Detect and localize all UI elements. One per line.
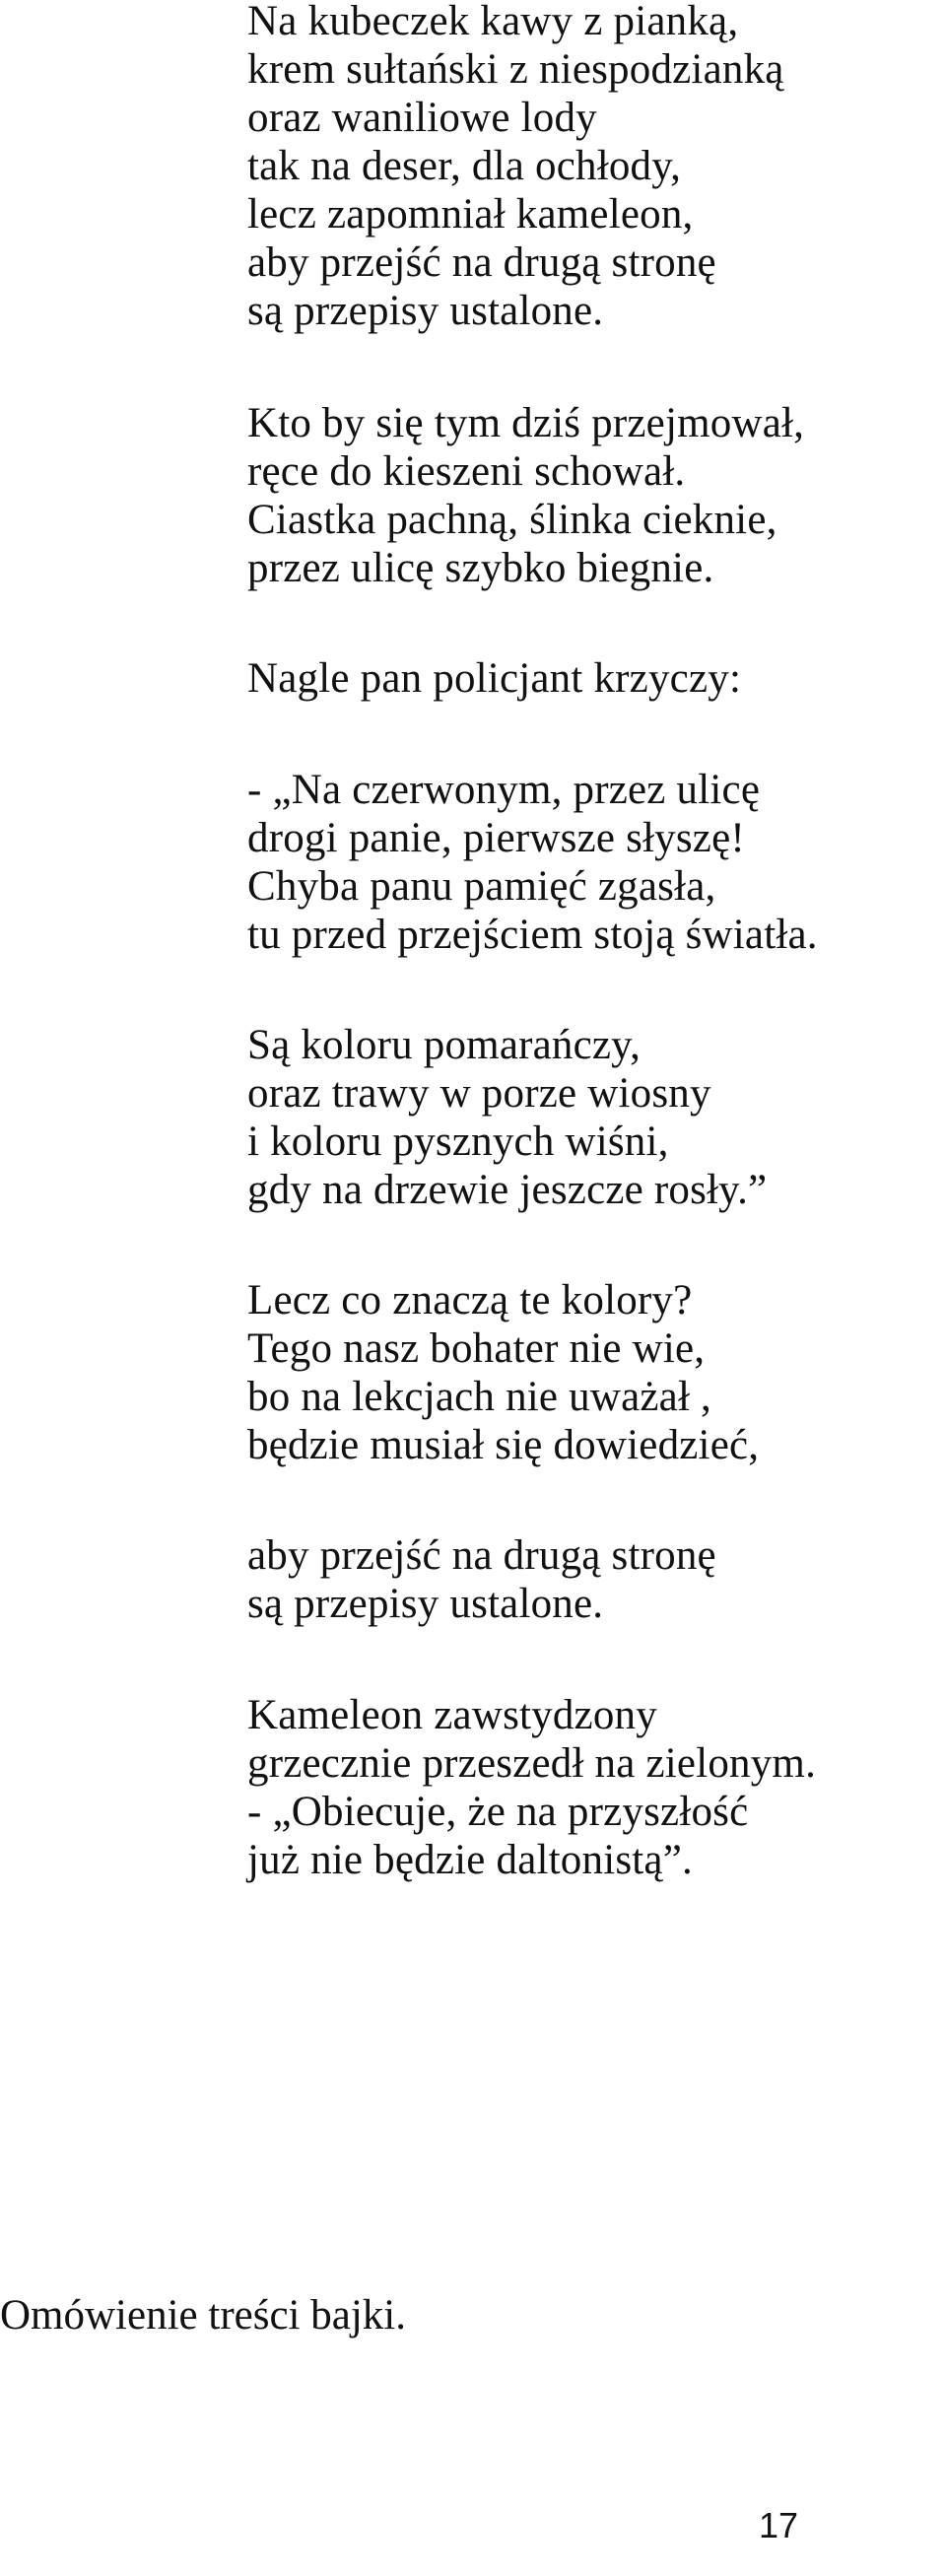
- poem-line: Tego nasz bohater nie wie,: [247, 1325, 706, 1372]
- poem-line: aby przejść na drugą stronę: [247, 239, 716, 286]
- poem-line: i koloru pysznych wiśni,: [247, 1119, 669, 1165]
- poem-line: oraz trawy w porze wiosny: [247, 1070, 711, 1117]
- poem-line: już nie będzie daltonistą”.: [247, 1837, 693, 1883]
- poem-line: Kto by się tym dziś przejmował,: [247, 400, 805, 446]
- poem-line: są przepisy ustalone.: [247, 288, 604, 334]
- poem-line: aby przejść na drugą stronę: [247, 1532, 716, 1579]
- poem-line: będzie musiał się dowiedzieć,: [247, 1422, 760, 1468]
- poem-line: Lecz co znaczą te kolory?: [247, 1277, 693, 1323]
- poem-line: tak na deser, dla ochłody,: [247, 143, 682, 189]
- poem-line: drogi panie, pierwsze słyszę!: [247, 815, 745, 861]
- poem-line: Nagle pan policjant krzyczy:: [247, 655, 742, 702]
- poem-line: oraz waniliowe lody: [247, 95, 597, 141]
- poem-line: Ciastka pachną, ślinka cieknie,: [247, 497, 777, 543]
- poem-line: - „Na czerwonym, przez ulicę: [247, 767, 761, 813]
- poem-line: są przepisy ustalone.: [247, 1581, 604, 1627]
- poem-line: Chyba panu pamięć zgasła,: [247, 863, 716, 910]
- poem-line: ręce do kieszeni schował.: [247, 448, 686, 495]
- poem-line: Są koloru pomarańczy,: [247, 1022, 642, 1068]
- poem-line: lecz zapomniał kameleon,: [247, 191, 694, 237]
- poem-line: krem sułtański z niespodzianką: [247, 46, 784, 93]
- poem-line: grzecznie przeszedł na zielonym.: [247, 1740, 817, 1787]
- page-number: 17: [759, 2505, 799, 2545]
- poem-line: Na kubeczek kawy z pianką,: [247, 0, 739, 44]
- poem-line: gdy na drzewie jeszcze rosły.”: [247, 1167, 768, 1213]
- poem-line: tu przed przejściem stoją światła.: [247, 912, 818, 958]
- poem-line: - „Obiecuje, że na przyszłość: [247, 1789, 749, 1835]
- section-heading: Omówienie treści bajki.: [0, 2292, 406, 2339]
- poem-line: Kameleon zawstydzony: [247, 1692, 657, 1738]
- poem-line: bo na lekcjach nie uważał ,: [247, 1374, 712, 1420]
- poem-line: przez ulicę szybko biegnie.: [247, 545, 714, 591]
